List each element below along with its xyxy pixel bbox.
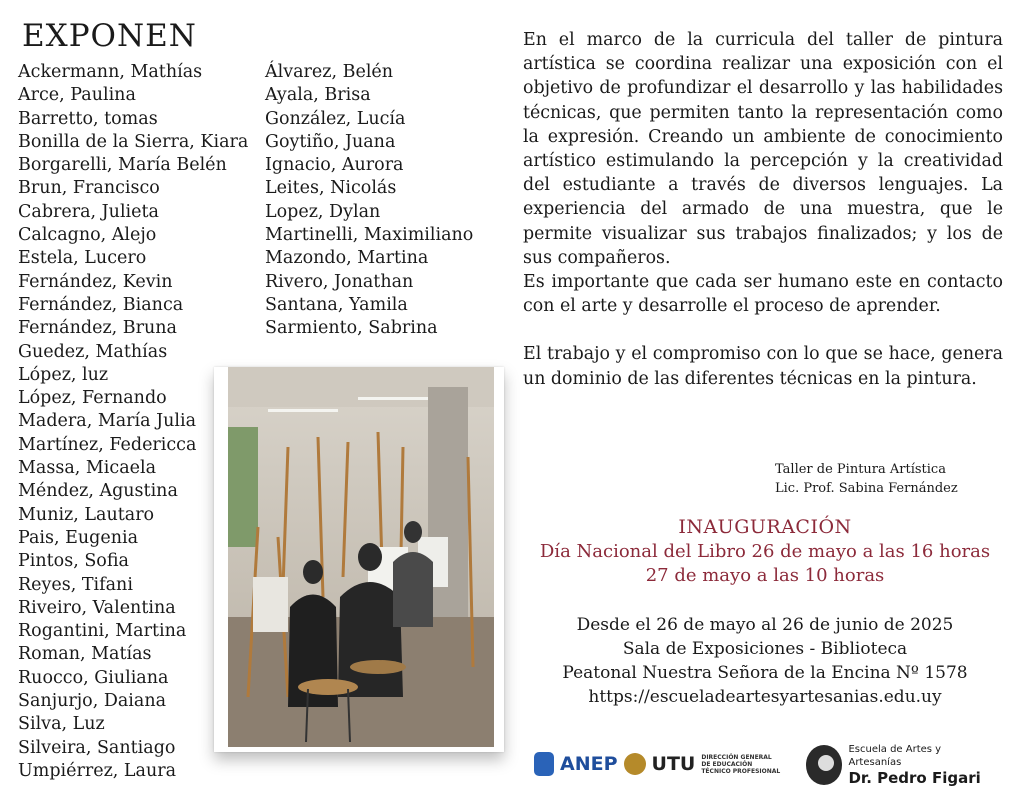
exhibition-address: Peatonal Nuestra Señora de la Encina Nº 1578 bbox=[562, 663, 968, 683]
exhibitor-name: Arce, Paulina bbox=[18, 85, 136, 106]
exhibition-dates: Desde el 26 de mayo al 26 de junio de 2025 bbox=[576, 615, 954, 635]
page-title: EXPONEN bbox=[22, 18, 197, 54]
exhibitor-name: Ruocco, Giuliana bbox=[18, 667, 169, 688]
exhibitor-name: Santana, Yamila bbox=[265, 294, 408, 315]
utu-label: UTU bbox=[651, 753, 696, 775]
utu-subtitle: DIRECCIÓN GENERAL DE EDUCACIÓN TÉCNICO PROFESIONAL bbox=[701, 753, 781, 775]
art-class-photo-illustration bbox=[228, 367, 494, 747]
school-name-line2: Dr. Pedro Figari bbox=[848, 768, 981, 787]
exhibitor-name: Mazondo, Martina bbox=[265, 248, 429, 269]
institution-logos bbox=[532, 740, 1022, 790]
exhibitor-name: Pintos, Sofia bbox=[18, 551, 129, 572]
exhibitor-name: Martínez, Federicca bbox=[18, 434, 197, 455]
exhibitor-name: Rogantini, Martina bbox=[18, 621, 187, 642]
exhibitor-name: Riveiro, Valentina bbox=[18, 597, 176, 618]
exhibitor-name: Ackermann, Mathías bbox=[18, 62, 203, 82]
signature bbox=[775, 460, 958, 498]
exhibitor-name: Roman, Matías bbox=[18, 644, 152, 665]
exhibitor-name: Fernández, Bruna bbox=[18, 318, 177, 339]
signature-teacher: Lic. Prof. Sabina Fernández bbox=[775, 481, 958, 496]
exhibitor-name: Lopez, Dylan bbox=[265, 201, 381, 222]
exhibitor-name: Sarmiento, Sabrina bbox=[265, 318, 438, 339]
exhibitor-name: Madera, María Julia bbox=[18, 411, 197, 432]
description-paragraph-3: El trabajo y el compromiso con lo que se hace, genera un dominio de las diferentes técnicas en la pintura. bbox=[523, 344, 1003, 389]
exhibitor-name: Umpiérrez, Laura bbox=[18, 760, 177, 781]
exhibitor-name: López, luz bbox=[18, 364, 109, 385]
exhibitor-name: Sanjurjo, Daiana bbox=[18, 691, 167, 712]
exhibitor-name: Silveira, Santiago bbox=[18, 737, 176, 758]
description-paragraph-1: En el marco de la curricula del taller de pintura artística se coordina realizar una exposición con el objetivo de profundizar el desarrollo y las habilidades técnicas, que permiten tanto la representación como la expresión. Creando un ambiente de conocimiento artístico estimulando la percepción y la creatividad del estudiante a través de diversos lenguajes. La experiencia del armado de una muestra, que le permite visualizar sus trabajos finalizados; y los de sus compañeros. bbox=[523, 30, 1003, 268]
description bbox=[523, 28, 1003, 391]
anep-shield-icon bbox=[534, 752, 554, 776]
inauguration-title: INAUGURACIÓN bbox=[678, 516, 852, 538]
figari-school-logo bbox=[806, 740, 984, 790]
exhibitor-name: Reyes, Tifani bbox=[18, 574, 133, 595]
exhibitor-name: Martinelli, Maximiliano bbox=[265, 225, 474, 246]
exhibitor-name: Massa, Micaela bbox=[18, 458, 157, 479]
utu-emblem-icon bbox=[624, 753, 646, 775]
exhibitor-name: Ignacio, Aurora bbox=[265, 155, 404, 176]
exhibitor-name: Rivero, Jonathan bbox=[265, 271, 414, 292]
exhibitor-name: Pais, Eugenia bbox=[18, 527, 139, 548]
school-name-line1: Escuela de Artes y Artesanías bbox=[848, 743, 942, 768]
workshop-photo bbox=[214, 367, 504, 752]
inauguration bbox=[517, 514, 1013, 588]
exhibitor-name: Fernández, Kevin bbox=[18, 271, 173, 292]
anep-label: ANEP bbox=[560, 753, 618, 775]
exhibitor-name: Fernández, Bianca bbox=[18, 294, 184, 315]
exhibition-info bbox=[517, 613, 1013, 709]
anep-utu-logo bbox=[534, 752, 780, 776]
exhibitor-name: López, Fernando bbox=[18, 388, 167, 409]
exhibitor-name: Guedez, Mathías bbox=[18, 341, 168, 362]
figari-portrait-icon bbox=[806, 745, 842, 785]
exhibitor-name: Méndez, Agustina bbox=[18, 481, 178, 502]
exhibitor-name: Goytiño, Juana bbox=[265, 131, 396, 152]
exhibitor-name: Álvarez, Belén bbox=[265, 62, 394, 82]
exhibitor-name: Barretto, tomas bbox=[18, 108, 158, 129]
inauguration-date-2: 27 de mayo a las 10 horas bbox=[645, 565, 885, 586]
exhibitor-name: Ayala, Brisa bbox=[265, 85, 371, 106]
inauguration-date-1: Día Nacional del Libro 26 de mayo a las 16 horas bbox=[539, 541, 991, 562]
signature-workshop: Taller de Pintura Artística bbox=[775, 462, 946, 477]
exhibitor-name: Silva, Luz bbox=[18, 714, 105, 735]
exhibitor-name: Estela, Lucero bbox=[18, 248, 147, 269]
exhibitor-name: Calcagno, Alejo bbox=[18, 225, 157, 246]
exhibitor-name: Bonilla de la Sierra, Kiara bbox=[18, 131, 249, 152]
exhibitor-name: González, Lucía bbox=[265, 108, 406, 129]
description-paragraph-2: Es importante que cada ser humano este en contacto con el arte y desarrolle el proceso de aprender. bbox=[523, 272, 1003, 317]
exhibitor-name: Cabrera, Julieta bbox=[18, 201, 159, 222]
exhibition-venue: Sala de Exposiciones - Biblioteca bbox=[622, 639, 908, 659]
exhibitor-name: Borgarelli, María Belén bbox=[18, 155, 227, 176]
exhibitor-list-2 bbox=[265, 61, 473, 341]
exhibitor-name: Muniz, Lautaro bbox=[18, 504, 155, 525]
exhibitor-name: Leites, Nicolás bbox=[265, 178, 397, 199]
school-website-link[interactable]: https://escueladeartesyartesanias.edu.uy bbox=[588, 687, 942, 707]
exhibitor-name: Brun, Francisco bbox=[18, 178, 160, 199]
